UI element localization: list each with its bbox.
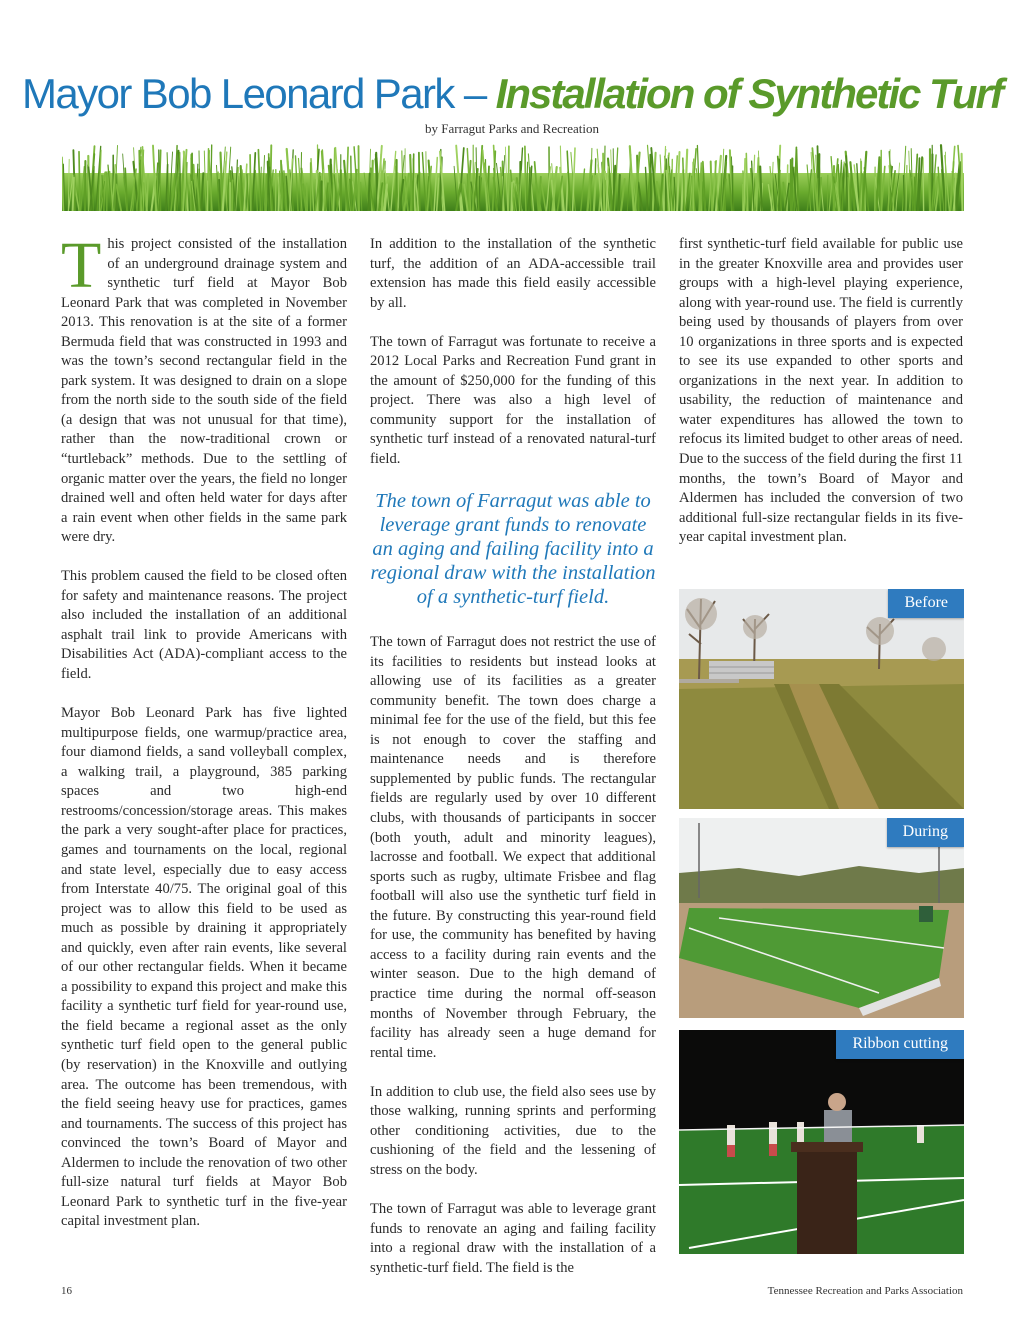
paragraph: This problem caused the field to be closed often for safety and maintenance reasons. The project also included the installation of an additional asphalt trail link to provide Americans with Disabilities Act (ADA)-compliant access to the field.	[61, 568, 347, 683]
article-column-1	[61, 229, 347, 1251]
paragraph: In addition to club use, the field also sees use by those walking, running sprints and performing other conditioning activities, due to the cushioning of the field and the lessening of stress on the body.	[370, 1083, 656, 1178]
photo-before	[679, 589, 964, 809]
title-park-name: Mayor Bob Leonard Park –	[22, 70, 496, 117]
before-label: Before	[888, 589, 964, 618]
before-field-image	[679, 589, 964, 809]
byline: by Farragut Parks and Recreation	[424, 121, 599, 136]
ribbon-cutting-label: Ribbon cutting	[836, 1030, 964, 1059]
article-column-3	[679, 235, 963, 567]
paragraph: first synthetic-turf field available for public use in the greater Knoxville area and provides user groups with a high-level playing experience, along with year-round use. The field is currently being used by thousands of players from over 10 organizations in three sports and is expected to see its use expanded to other sports and organizations in the next year. In addition to usability, the reduction of maintenance and water expenditures has allowed the town to refocus its limited budget to other areas of need. Due to the success of the field during the first 11 months, the town’s Board of Mayor and Aldermen has included the conversion of two additional full-size rectangular fields in its five-year capital investment plan.	[679, 236, 963, 546]
paragraph: Mayor Bob Leonard Park has five lighted multipurpose fields, one warmup/practice area, four diamond fields, a sand volleyball complex, a walking trail, a playground, 385 parking spaces and two high-end restrooms/concession/storage areas. This makes the park a very sought-after place for practices, games and tournaments on the local, regional and state level, especially due to easy access from Interstate 40/75. The original goal of this project was to allow this field to be used as much as possible by draining it appropriately and quickly, even after rain events, like several of our other rectangular fields. When it became a possibility to expand this project and make this facility a synthetic turf field for year-round use, the field became a regional asset as the only synthetic turf field open to the general public (by reservation) in the Knoxville and outlying area. The outcome has been tremendous, with the field seeing heavy use for practices, games and tournaments. The success of this project has convinced the town’s Board of Mayor and Aldermen to include the renovation of two other full-size natural turf fields at Mayor Bob Leonard Park to synthetic turf in the five-year capital investment plan.	[61, 705, 347, 1230]
grass-banner	[62, 143, 964, 211]
drop-cap: T	[61, 229, 102, 302]
photo-ribbon-cutting	[679, 1030, 964, 1254]
article-column-2	[370, 235, 656, 1298]
pull-quote: The town of Farragut was able to leverage grant funds to renovate an aging and failing facility into a regional draw with the installation of a synthetic-turf field.	[370, 490, 656, 609]
paragraph: In addition to the installation of the synthetic turf, the addition of an ADA-accessible trail extension has made this field easily accessible by all.	[370, 236, 656, 311]
title-subject: Installation of Synthetic Turf	[495, 70, 1002, 117]
during-label: During	[887, 818, 964, 847]
during-field-image	[679, 818, 964, 1018]
paragraph: The town of Farragut does not restrict the use of its facilities to residents but instead looks at allowing use of its facilities as a greater community benefit. The town does charge a minimal fee for the use of the field, but this fee is not enough to cover the staffing and maintenance needs and is therefore supplemented by public funds. The rectangular fields are regularly used by over 10 different clubs, with thousands of participants in soccer (both youth, adult and minority leagues), lacrosse and football. We expect that additional sports such as rugby, ultimate Frisbee and flag football will also use the synthetic turf field in the future. By constructing this year-round field for use, the community has benefited by having access to a facility during rain events and the winter season. Due to the high demand of practice time during the normal off-season months of November through February, the facility has already seen a huge demand for rental time.	[370, 634, 656, 1061]
publication-name: Tennessee Recreation and Parks Association	[767, 1285, 963, 1297]
photo-during	[679, 818, 964, 1018]
paragraph: The town of Farragut was fortunate to receive a 2012 Local Parks and Recreation Fund grant in the amount of $250,000 for the funding of this project. There was also a high level of community support for the installation of synthetic turf instead of a renovated natural-turf field.	[370, 333, 656, 468]
article-title	[0, 66, 1024, 122]
paragraph: The town of Farragut was able to leverage grant funds to renovate an aging and failing facility into a regional draw with the installation of a synthetic-turf field. The field is the	[370, 1200, 656, 1276]
paragraph: This project consisted of the installation of an underground drainage system and synthetic turf field at Mayor Bob Leonard Park that was completed in November 2013. This renovation is at the site of a former Bermuda field that was constructed in 1993 and was the town’s second rectangular field in the park system. It was designed to drain on a slope from the north side to the south side of the field (a design that was not unusual for that time), rather than the now-traditional crown or “turtleback” methods. Due to the settling of organic matter over the years, the field no longer drained well and often held water for days after a rain event when other fields in the same park were dry.	[61, 229, 347, 546]
ribbon-cutting-image	[679, 1030, 964, 1254]
page-number: 16	[61, 1285, 72, 1297]
